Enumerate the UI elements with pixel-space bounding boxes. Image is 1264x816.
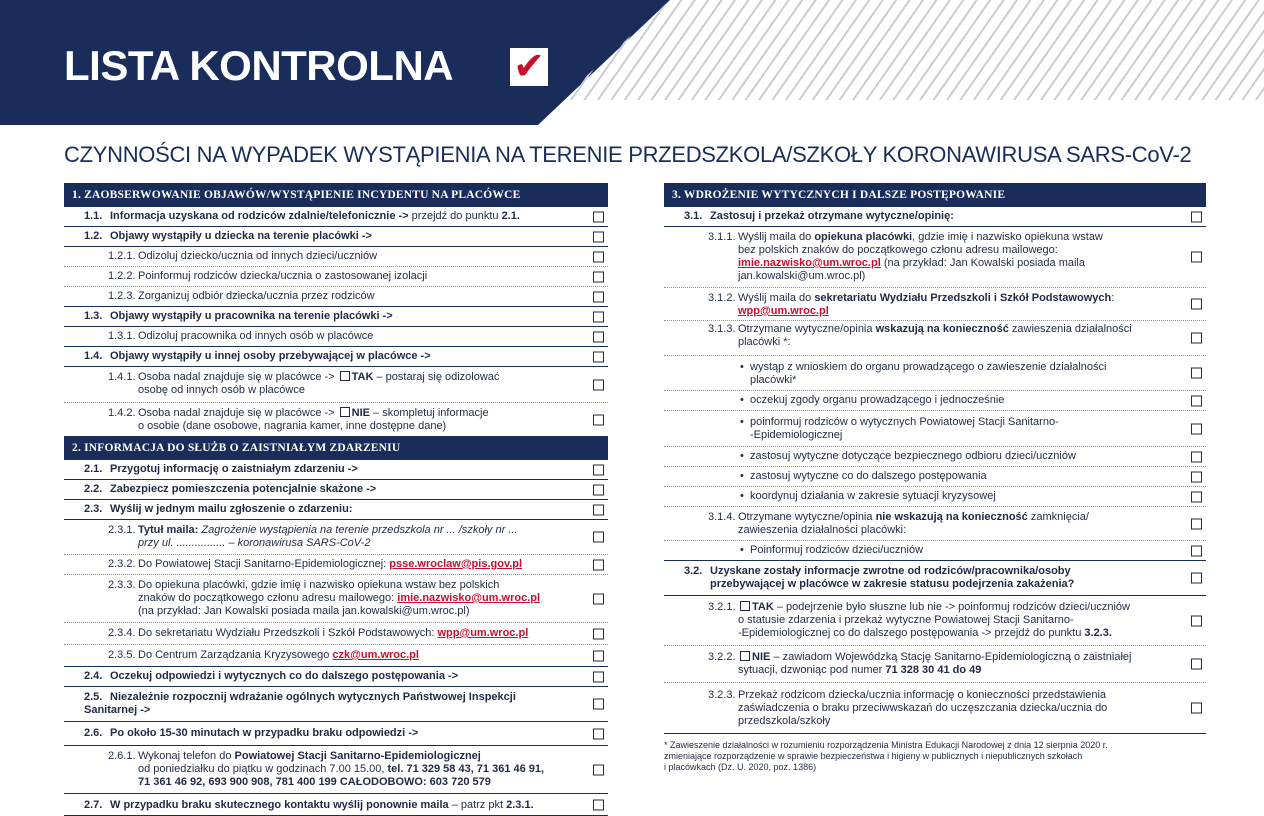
checklist-item-3-1-4: 3.1.4. Otrzymane wytyczne/opinia nie wskazują na konieczność zamknięcia/ zawieszenia działalności placówki: [664, 507, 1206, 541]
checklist-item-2-3-3: 2.3.3. Do opiekuna placówki, gdzie imię i nazwisko opiekuna wstaw bez polskich znaków do początkowego członu adresu mailowego: imie.nazwisko@um.wroc.pl (na przykład: Jan Kowalski posiada maila jan.kowalski@um.wroc.pl) [64, 575, 608, 623]
checklist-item-1-4-2: 1.4.2. Osoba nadal znajduje się w placówce -> NIE – skompletuj informacje o osobie (dane osobowe, nagrania kamer, inne dostępne dane) [64, 403, 608, 436]
checklist-item-1-3: 1.3. Objawy wystąpiły u pracownika na terenie placówki -> [64, 307, 608, 327]
footnote: * Zawieszenie działalności w rozumieniu rozporządzenia Ministra Edukacji Narodowej z dnia 12 sierpnia 2020 r. zmieniające rozporządzenie w sprawie bezpieczeństwa i higieny w publicznych i niepublicznych szkołach i placówkach (Dz. U. 2020, poz. 1386) [664, 740, 1108, 772]
checkbox[interactable] [593, 379, 604, 390]
checkbox[interactable] [593, 211, 604, 222]
checkbox[interactable] [1191, 451, 1202, 462]
checklist-item-1-2: 1.2. Objawy wystąpiły u dziecka na terenie placówki -> [64, 227, 608, 247]
checkbox[interactable] [593, 728, 604, 739]
email-link[interactable]: psse.wroclaw@pis.gov.pl [389, 558, 523, 570]
checkbox[interactable] [593, 650, 604, 661]
checkbox[interactable] [593, 504, 604, 515]
section-header-2: 2. INFORMACJA DO SŁUŻB O ZAISTNIAŁYM ZDARZENIU [64, 436, 608, 460]
checkbox[interactable] [593, 251, 604, 262]
inline-checkbox[interactable] [340, 371, 350, 381]
bullet-item-2: • oczekuj zgody organu prowadzącego i jednocześnie [664, 391, 1206, 411]
checklist-item-2-5: 2.5. Niezależnie rozpocznij wdrażanie ogólnych wytycznych Państwowej Inspekcji Sanitarnej -> [64, 687, 608, 722]
checkbox[interactable] [1191, 368, 1202, 379]
checklist-item-3-1-2: 3.1.2. Wyślij maila do sekretariatu Wydziału Przedszkoli i Szkół Podstawowych: wpp@um.wroc.pl [664, 288, 1206, 321]
checkbox[interactable] [593, 311, 604, 322]
bullet-item-4: • zastosuj wytyczne dotyczące bezpiecznego odbioru dzieci/uczniów [664, 447, 1206, 467]
checkbox[interactable] [1191, 252, 1202, 263]
checkbox[interactable] [1191, 573, 1202, 584]
page-subtitle: CZYNNOŚCI NA WYPADEK WYSTĄPIENIA NA TERENIE PRZEDSZKOLA/SZKOŁY KORONAWIRUSA SARS-CoV-2 [64, 142, 1192, 167]
bullet-item-1: • wystąp z wnioskiem do organu prowadzącego o zawieszenie działalności placówki* [664, 356, 1206, 391]
checklist-item-1-1: 1.1. Informacja uzyskana od rodziców zdalnie/telefonicznie -> przejdź do punktu 2.1. [64, 207, 608, 227]
checklist-item-1-2-1: 1.2.1. Odizoluj dziecko/ucznia od innych dzieci/uczniów [64, 247, 608, 267]
check-icon: ✔ [510, 48, 548, 86]
inline-checkbox[interactable] [740, 601, 750, 611]
checkbox[interactable] [593, 593, 604, 604]
checkbox[interactable] [1191, 395, 1202, 406]
checkbox[interactable] [1191, 299, 1202, 310]
checkbox[interactable] [593, 628, 604, 639]
checklist-item-1-4: 1.4. Objawy wystąpiły u innej osoby przebywającej w placówce -> [64, 347, 608, 367]
checkbox[interactable] [593, 271, 604, 282]
checkbox[interactable] [1191, 615, 1202, 626]
checkbox[interactable] [1191, 518, 1202, 529]
checklist-item-3-1: 3.1. Zastosuj i przekaż otrzymane wytyczne/opinię: [664, 207, 1206, 227]
bullet-item-6: • koordynuj działania w zakresie sytuacji kryzysowej [664, 487, 1206, 507]
checklist-item-1-3-1: 1.3.1. Odizoluj pracownika od innych osób w placówce [64, 327, 608, 347]
checklist-item-1-2-2: 1.2.2. Poinformuj rodziców dziecka/ucznia o zastosowanej izolacji [64, 267, 608, 287]
checkbox[interactable] [593, 699, 604, 710]
inline-checkbox[interactable] [340, 407, 350, 417]
checklist-item-2-7: 2.7. W przypadku braku skutecznego kontaktu wyślij ponownie maila – patrz pkt 2.3.1. [64, 794, 608, 816]
section-header-1: 1. ZAOBSERWOWANIE OBJAWÓW/WYSTĄPIENIE INCYDENTU NA PLACÓWCE [64, 183, 608, 207]
checkbox[interactable] [1191, 211, 1202, 222]
checklist-item-3-1-3: 3.1.3. Otrzymane wytyczne/opinia wskazują na konieczność zawieszenia działalności placówki *: [664, 321, 1206, 356]
page-title: LISTA KONTROLNA [64, 42, 454, 89]
bullet-item-5: • zastosuj wytyczne co do dalszego postępowania [664, 467, 1206, 487]
checkbox[interactable] [1191, 333, 1202, 344]
checkbox[interactable] [593, 464, 604, 475]
checklist-item-2-3-4: 2.3.4. Do sekretariatu Wydziału Przedszkoli i Szkół Podstawowych: wpp@um.wroc.pl [64, 623, 608, 645]
checklist-item-2-1: 2.1. Przygotuj informację o zaistniałym zdarzeniu -> [64, 460, 608, 480]
checklist-item-2-2: 2.2. Zabezpiecz pomieszczenia potencjalnie skażone -> [64, 480, 608, 500]
checkbox[interactable] [593, 532, 604, 543]
email-link[interactable]: czk@um.wroc.pl [332, 649, 419, 661]
checkbox[interactable] [593, 799, 604, 810]
section-header-3: 3. WDROŻENIE WYTYCZNYCH I DALSZE POSTĘPOWANIE [664, 183, 1206, 207]
checklist-item-2-3-2: 2.3.2. Do Powiatowej Stacji Sanitarno-Epidemiologicznej: psse.wroclaw@pis.gov.pl [64, 555, 608, 575]
checkbox[interactable] [593, 331, 604, 342]
checklist-item-2-6-1: 2.6.1. Wykonaj telefon do Powiatowej Stacji Sanitarno-Epidemiologicznej od poniedziałku do piątku w godzinach 7.00 15.00, tel. 71 329 58 43, 71 361 46 91, 71 361 46 92, 693 900 908, 781 400 199 CAŁODOBOWO: 603 720 579 [64, 746, 608, 794]
email-link[interactable]: imie.nazwisko@um.wroc.pl [397, 592, 541, 604]
checkbox[interactable] [593, 559, 604, 570]
checkbox[interactable] [593, 231, 604, 242]
checklist-item-3-2: 3.2. Uzyskane zostały informacje zwrotne od rodziców/pracownika/osoby przebywającej w placówce w zakresie statusu podejrzenia zakażenia? [664, 561, 1206, 596]
checklist-item-2-3-5: 2.3.5. Do Centrum Zarządzania Kryzysowego czk@um.wroc.pl [64, 645, 608, 667]
checkbox[interactable] [1191, 471, 1202, 482]
checkbox[interactable] [1191, 659, 1202, 670]
checkbox[interactable] [593, 484, 604, 495]
decorative-stripes [560, 0, 1264, 125]
checklist-item-1-2-3: 1.2.3. Zorganizuj odbiór dziecka/ucznia przez rodziców [64, 287, 608, 307]
checklist-item-2-3-1: 2.3.1. Tytuł maila: Zagrożenie wystąpienia na terenie przedszkola nr ... /szkoły nr ... przy ul. ................ – koronawirusa SARS-CoV-2 [64, 520, 608, 555]
email-link[interactable]: imie.nazwisko@um.wroc.pl [738, 257, 881, 269]
email-link[interactable]: wpp@um.wroc.pl [437, 627, 529, 639]
bullet-item-3: • poinformuj rodziców o wytycznych Powiatowej Stacji Sanitarno- -Epidemiologicznej [664, 411, 1206, 447]
email-link[interactable]: wpp@um.wroc.pl [738, 305, 829, 317]
checklist-item-2-4: 2.4. Oczekuj odpowiedzi i wytycznych co do dalszego postępowania -> [64, 667, 608, 687]
right-column [664, 183, 1206, 734]
checkbox[interactable] [1191, 423, 1202, 434]
checklist-item-1-4-1: 1.4.1. Osoba nadal znajduje się w placówce -> TAK – postaraj się odizolować osobę od innych osób w placówce [64, 367, 608, 403]
bullet-item-7: • Poinformuj rodziców dzieci/uczniów [664, 541, 1206, 561]
checklist-item-3-1-1: 3.1.1. Wyślij maila do opiekuna placówki, gdzie imię i nazwisko opiekuna wstaw bez polskich znaków do początkowego członu adresu mailowego: imie.nazwisko@um.wroc.pl (na przykład: Jan Kowalski posiada maila jan.kowalski@um.wroc.pl) [664, 227, 1206, 288]
checkbox[interactable] [1191, 491, 1202, 502]
checklist-item-3-2-1: 3.2.1. TAK – podejrzenie było słuszne lub nie -> poinformuj rodziców dzieci/uczniów o statusie zdarzenia i przekaż wytyczne Powiatowej Stacji Sanitarno- -Epidemiologicznej co do dalszego postępowania -> przejdź do punktu 3.2.3. [664, 596, 1206, 646]
checklist-item-2-6: 2.6. Po około 15-30 minutach w przypadku braku odpowiedzi -> [64, 722, 608, 746]
checkbox[interactable] [1191, 545, 1202, 556]
left-column [64, 183, 608, 816]
checkbox[interactable] [593, 764, 604, 775]
checkbox[interactable] [593, 414, 604, 425]
checklist-item-2-3: 2.3. Wyślij w jednym mailu zgłoszenie o zdarzeniu: [64, 500, 608, 520]
checklist-item-3-2-2: 3.2.2. NIE – zawiadom Wojewódzką Stację Sanitarno-Epidemiologiczną o zaistniałej sytuacji, dzwoniąc pod numer 71 328 30 41 do 49 [664, 646, 1206, 683]
checklist-item-3-2-3: 3.2.3. Przekaż rodzicom dziecka/ucznia informację o konieczności przedstawienia zaświadczenia o braku przeciwwskazań do uczęszczania dziecka/ucznia do przedszkola/szkoły [664, 683, 1206, 734]
checkbox[interactable] [593, 351, 604, 362]
inline-checkbox[interactable] [740, 651, 750, 661]
checkbox[interactable] [593, 291, 604, 302]
checkbox[interactable] [1191, 703, 1202, 714]
checkbox[interactable] [593, 671, 604, 682]
